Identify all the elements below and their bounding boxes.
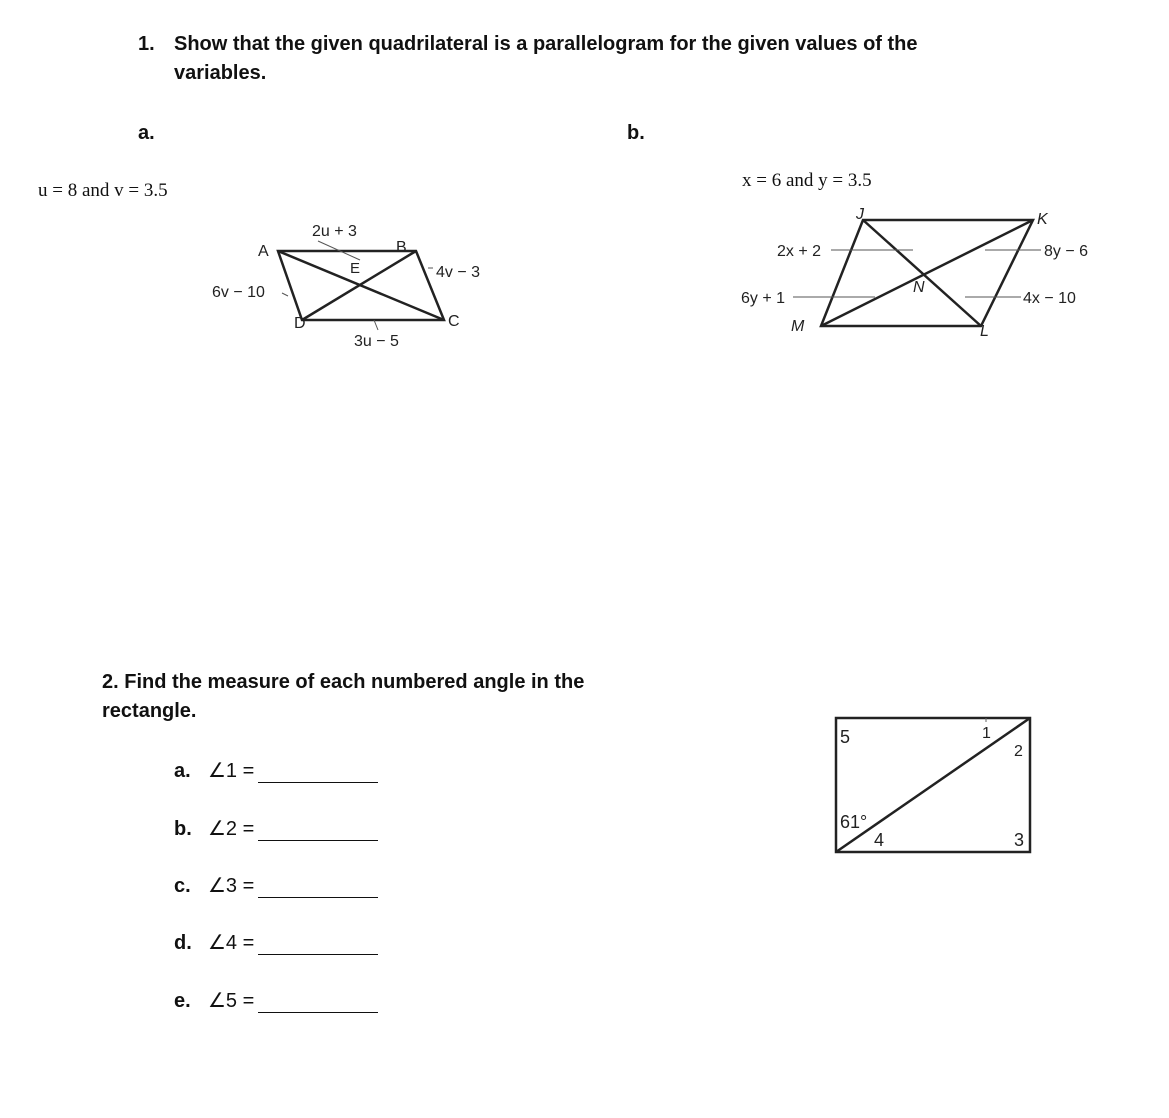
label-6v-minus-10: 6v − 10 (212, 284, 265, 301)
answer-e-angle: ∠5 = (208, 990, 255, 1012)
vertex-l-label: L (980, 323, 989, 340)
question-1-heading (138, 30, 918, 88)
vertex-e-label: E (350, 260, 361, 277)
label-4v-minus-3: 4v − 3 (436, 264, 481, 281)
question-1-text-line1: Show that the given quadrilateral is a parallelogram for the given values of the (174, 33, 918, 55)
label-3u-minus-5: 3u − 5 (354, 333, 399, 350)
answer-e-letter: e. (174, 990, 191, 1012)
parallelogram-abcd-diagram (200, 210, 500, 360)
answer-a-blank[interactable] (258, 762, 378, 783)
diagonal-jl (863, 220, 981, 326)
vertex-k-label: K (1037, 211, 1048, 228)
vertex-a-label: A (258, 243, 269, 260)
answer-b-blank[interactable] (258, 820, 378, 841)
answer-c-letter: c. (174, 875, 191, 897)
part-b-given-values: x = 6 and y = 3.5 (742, 170, 872, 191)
part-b-label: b. (627, 122, 645, 144)
vertex-b-label: B (396, 239, 407, 256)
question-2-text-line2: rectangle. (102, 700, 197, 722)
answer-b-letter: b. (174, 818, 192, 840)
answer-d-angle: ∠4 = (208, 932, 255, 954)
answer-d-blank[interactable] (258, 934, 378, 955)
part-a-label: a. (138, 122, 155, 144)
part-a-given-values: u = 8 and v = 3.5 (38, 180, 168, 201)
leader-left (282, 293, 288, 296)
angle-2-label: 2 (1014, 743, 1023, 760)
label-6y-plus-1: 6y + 1 (741, 290, 786, 307)
answer-row-angle-3 (174, 873, 378, 898)
parallelogram-jklm-diagram (735, 205, 1115, 340)
answer-row-angle-2 (174, 816, 378, 841)
vertex-d-label: D (294, 315, 306, 332)
angle-61-label: 61° (840, 812, 868, 832)
question-2-heading (102, 668, 584, 726)
vertex-j-label: J (856, 206, 864, 223)
label-8y-minus-6: 8y − 6 (1044, 243, 1089, 260)
answer-row-angle-4 (174, 930, 378, 955)
question-1-text-line2: variables. (174, 62, 267, 84)
answer-c-blank[interactable] (258, 877, 378, 898)
vertex-m-label: M (791, 318, 805, 335)
angle-5-label: 5 (840, 727, 851, 747)
answer-b-angle: ∠2 = (208, 818, 255, 840)
question-2-text-line1: 2. Find the measure of each numbered angle in the (102, 671, 585, 693)
question-1-number: 1. (138, 33, 155, 55)
vertex-n-label: N (913, 279, 925, 296)
diagonal-km (821, 220, 1033, 326)
angle-4-label: 4 (874, 830, 885, 850)
answer-c-angle: ∠3 = (208, 875, 255, 897)
answer-a-letter: a. (174, 760, 191, 782)
answer-e-blank[interactable] (258, 992, 378, 1013)
leader-bottom (374, 320, 378, 330)
angle-1-label: 1 (982, 725, 991, 742)
answer-row-angle-1 (174, 758, 378, 783)
answer-row-angle-5 (174, 988, 378, 1013)
answer-d-letter: d. (174, 932, 192, 954)
vertex-c-label: C (448, 313, 460, 330)
label-2u-plus-3: 2u + 3 (312, 223, 357, 240)
rectangle-diagram (828, 710, 1043, 860)
label-4x-minus-10: 4x − 10 (1023, 290, 1076, 307)
angle-3-label: 3 (1014, 830, 1025, 850)
label-2x-plus-2: 2x + 2 (777, 243, 822, 260)
answer-a-angle: ∠1 = (208, 760, 255, 782)
